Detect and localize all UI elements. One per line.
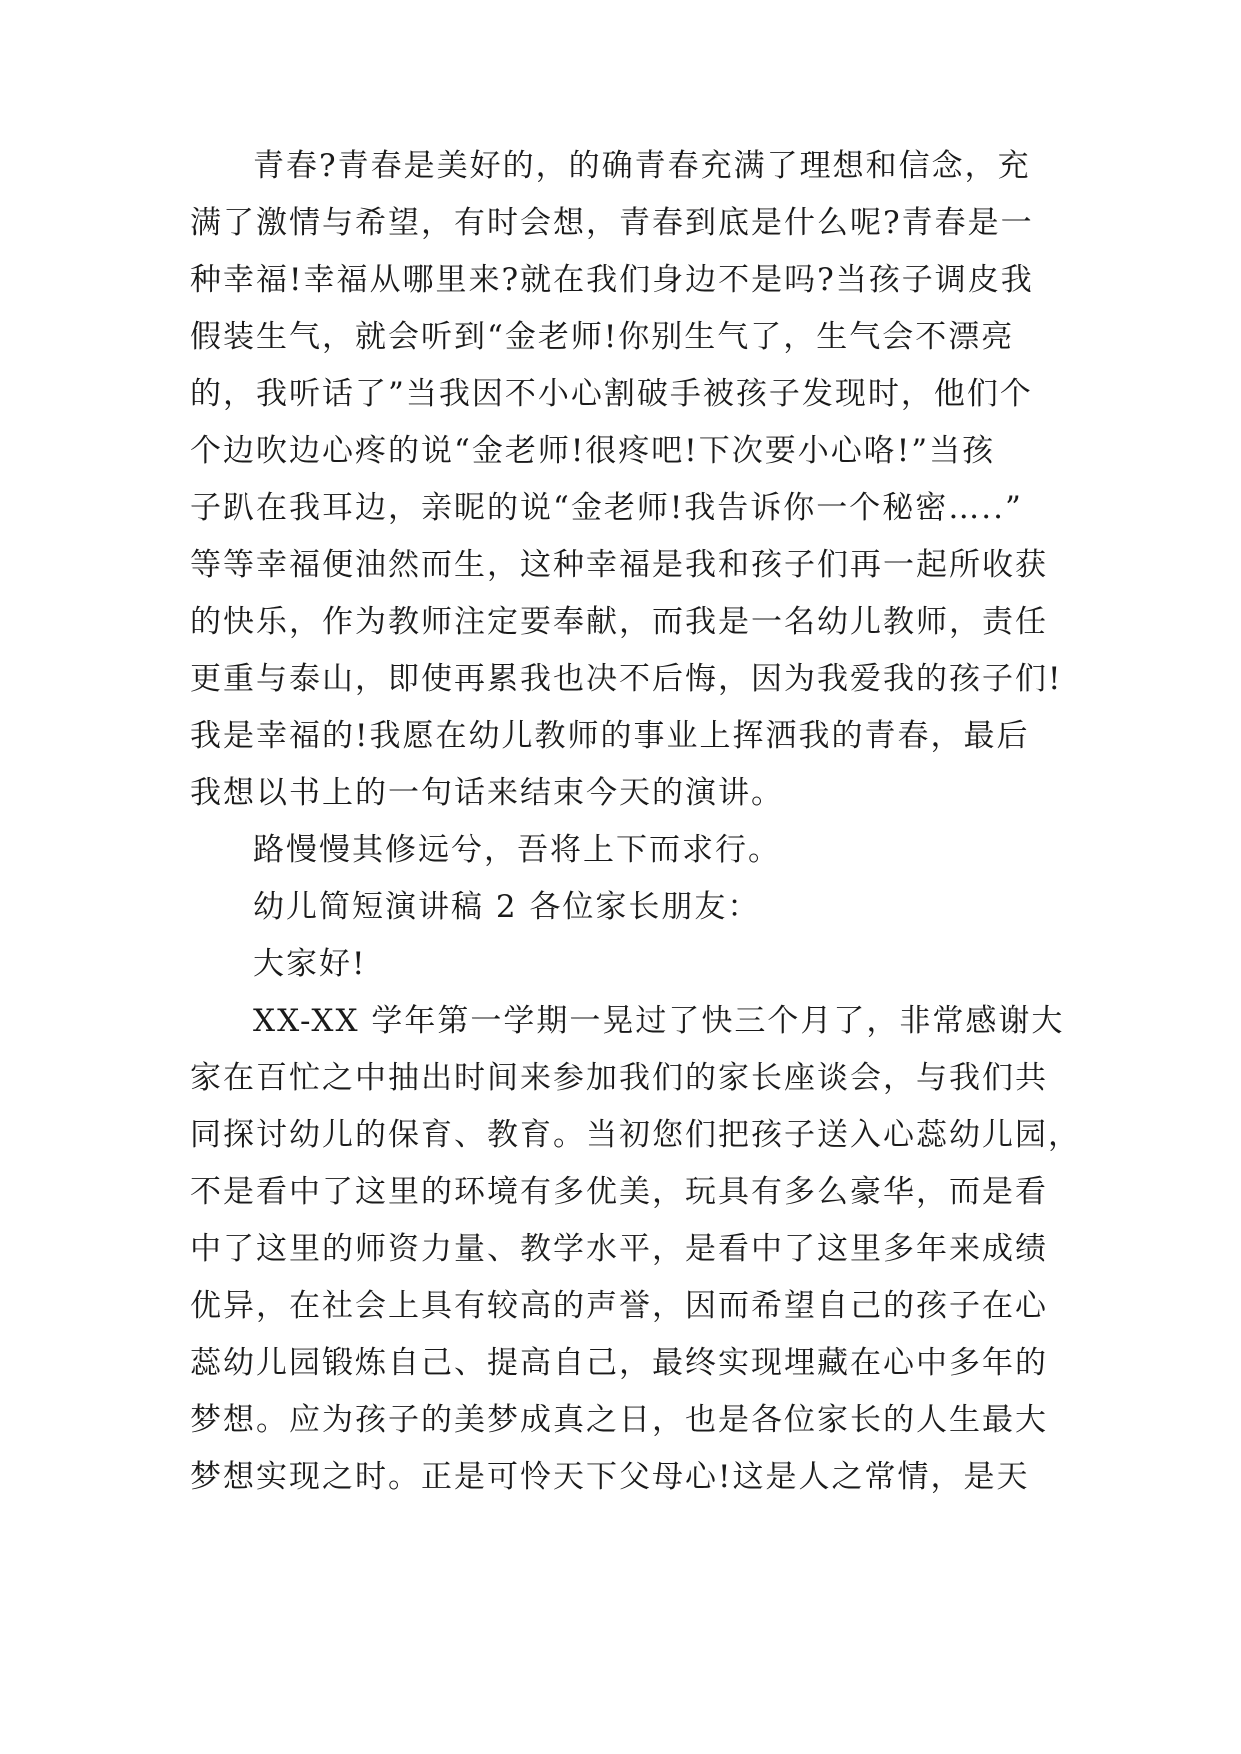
paragraph-line: 同探讨幼儿的保育、教育。当初您们把孩子送入心蕊幼儿园，: [190, 1117, 1081, 1153]
paragraph-line: 梦想。应为孩子的美梦成真之日，也是各位家长的人生最大: [190, 1402, 1048, 1438]
paragraph-line: 梦想实现之时。正是可怜天下父母心!这是人之常情，是天: [190, 1459, 1030, 1495]
paragraph-line: 种幸福!幸福从哪里来?就在我们身边不是吗?当孩子调皮我: [190, 262, 1034, 298]
paragraph-line: 中了这里的师资力量、教学水平，是看中了这里多年来成绩: [190, 1231, 1048, 1267]
paragraph-line: 路慢慢其修远兮，吾将上下而求行。: [253, 832, 781, 868]
section-heading: 幼儿简短演讲稿 2 各位家长朋友：: [253, 889, 761, 925]
paragraph-line: 不是看中了这里的环境有多优美，玩具有多么豪华，而是看: [190, 1174, 1048, 1210]
paragraph-line: 的，我听话了”当我因不小心割破手被孩子发现时，他们个: [190, 376, 1033, 412]
paragraph-line: 假装生气，就会听到“金老师!你别生气了，生气会不漂亮: [190, 319, 1015, 355]
paragraph-line: 等等幸福便油然而生，这种幸福是我和孩子们再一起所收获: [190, 547, 1048, 583]
greeting-line: 大家好!: [253, 946, 367, 982]
paragraph-line: 我想以书上的一句话来结束今天的演讲。: [190, 775, 784, 811]
paragraph-line: 家在百忙之中抽出时间来参加我们的家长座谈会，与我们共: [190, 1060, 1048, 1096]
paragraph-line: 满了激情与希望，有时会想，青春到底是什么呢?青春是一: [190, 205, 1034, 241]
paragraph-line: 子趴在我耳边，亲昵的说“金老师!我告诉你一个秘密…..”: [190, 490, 1023, 526]
paragraph-line: XX-XX 学年第一学期一晃过了快三个月了，非常感谢大: [253, 1003, 1065, 1039]
paragraph-line: 更重与泰山，即使再累我也决不后悔，因为我爱我的孩子们!: [190, 661, 1063, 697]
paragraph-line: 蕊幼儿园锻炼自己、提高自己，最终实现埋藏在心中多年的: [190, 1345, 1048, 1381]
paragraph-line: 优异，在社会上具有较高的声誉，因而希望自己的孩子在心: [190, 1288, 1048, 1324]
paragraph-line: 青春?青春是美好的，的确青春充满了理想和信念，充: [253, 148, 1031, 184]
paragraph-line: 我是幸福的!我愿在幼儿教师的事业上挥洒我的青春，最后: [190, 718, 1030, 754]
paragraph-line: 的快乐，作为教师注定要奉献，而我是一名幼儿教师，责任: [190, 604, 1048, 640]
paragraph-line: 个边吹边心疼的说“金老师!很疼吧!下次要小心咯!”当孩: [190, 433, 996, 469]
